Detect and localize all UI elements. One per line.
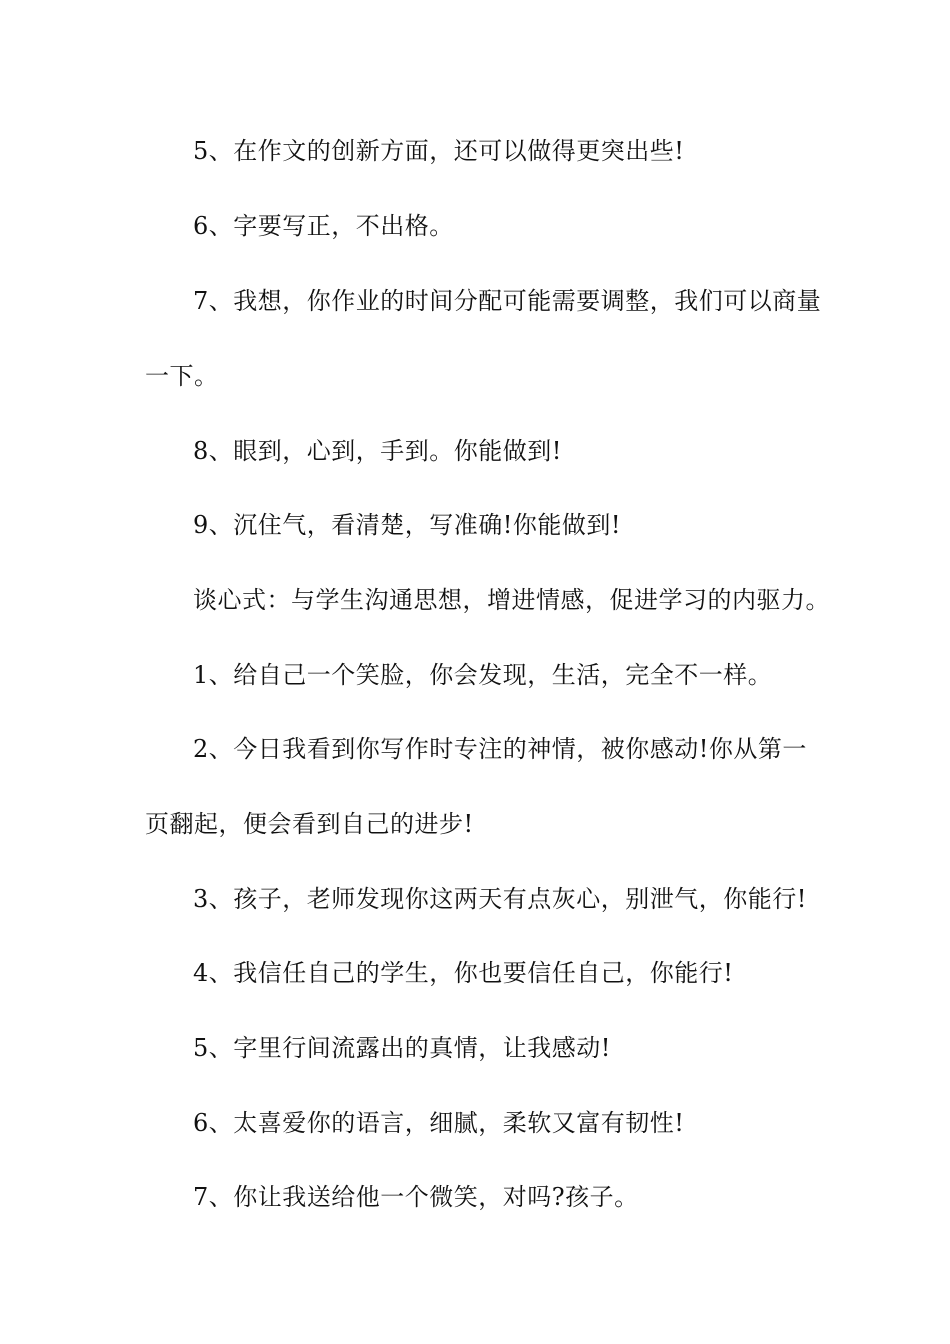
text-line: 1、给自己一个笑脸，你会发现，生活，完全不一样。 [193, 661, 773, 689]
text-line: 8、眼到，心到，手到。你能做到! [193, 437, 562, 465]
text-line: 3、孩子，老师发现你这两天有点灰心，别泄气，你能行! [193, 885, 807, 913]
text-line: 6、太喜爱你的语言，细腻，柔软又富有韧性! [193, 1109, 685, 1137]
text-line: 7、我想，你作业的时间分配可能需要调整，我们可以商量 [193, 287, 822, 315]
text-line: 页翻起，便会看到自己的进步! [145, 810, 474, 838]
text-line: 5、字里行间流露出的真情，让我感动! [193, 1034, 611, 1062]
text-line: 5、在作文的创新方面，还可以做得更突出些! [193, 137, 685, 165]
text-line: 6、字要写正，不出格。 [193, 212, 454, 240]
text-line: 9、沉住气，看清楚，写准确!你能做到! [193, 511, 622, 539]
text-line: 一下。 [145, 362, 219, 390]
text-line: 7、你让我送给他一个微笑，对吗?孩子。 [193, 1183, 639, 1211]
section-heading: 谈心式：与学生沟通思想，增进情感，促进学习的内驱力。 [193, 586, 830, 614]
text-line: 4、我信任自己的学生，你也要信任自己，你能行! [193, 959, 734, 987]
text-line: 2、今日我看到你写作时专注的神情，被你感动!你从第一 [193, 735, 807, 763]
